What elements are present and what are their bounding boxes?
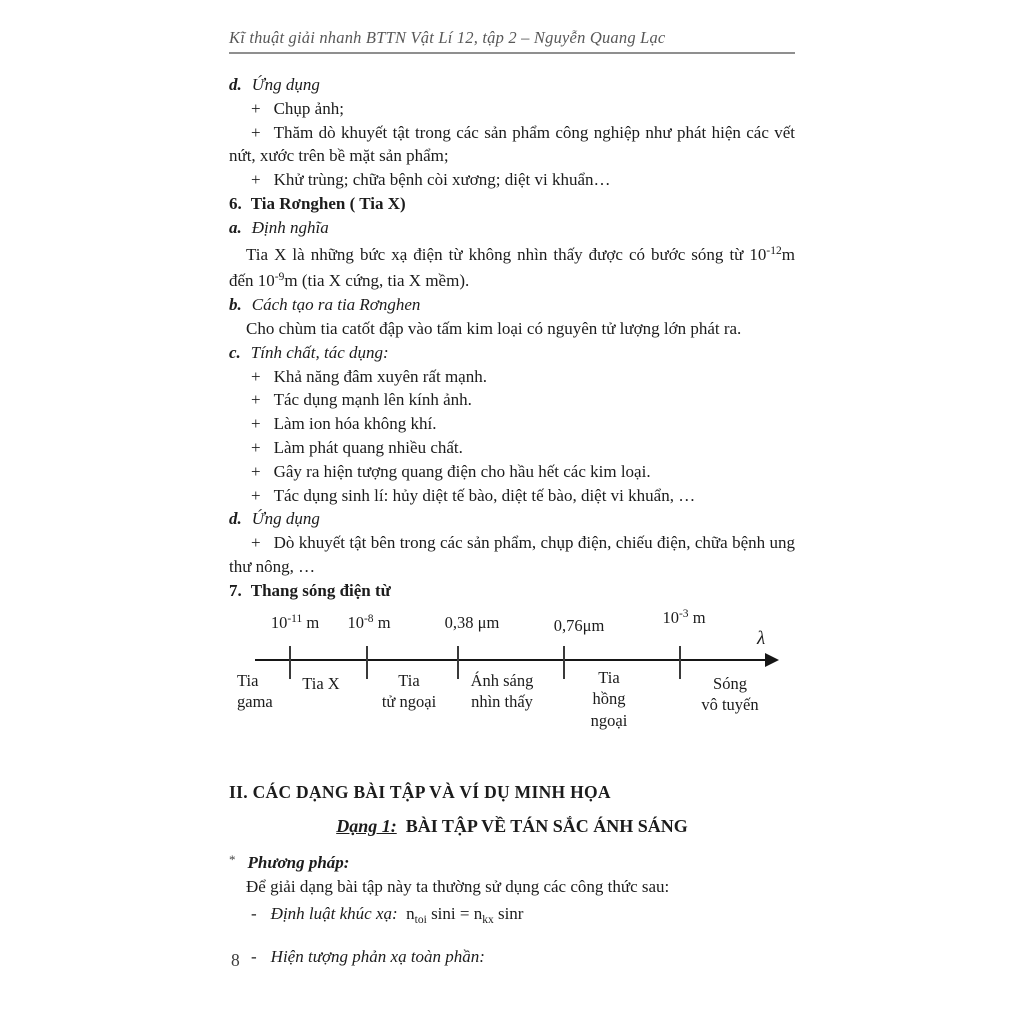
refraction-law-line	[229, 902, 795, 933]
law-label: Định luật khúc xạ:	[270, 903, 398, 923]
definition-text: m (tia X cứng, tia X mềm).	[284, 271, 470, 291]
dang1-heading	[229, 815, 795, 839]
heading-title: Tia Rơnghen ( Tia X)	[250, 193, 406, 213]
exponent: -12	[766, 244, 782, 257]
exponent: -8	[363, 612, 374, 625]
tick-label	[424, 613, 520, 633]
section-d-applications-2	[229, 507, 795, 531]
list-item-text: Tác dụng mạnh lên kính ảnh.	[273, 390, 472, 410]
region-line: ngoại	[590, 710, 628, 730]
list-item-text: Làm phát quang nhiều chất.	[273, 437, 463, 457]
plus-bullet: +	[251, 98, 261, 118]
definition-text: Tia X là những bức xạ điện từ không nhìn thấy được có bước sóng từ 10	[246, 244, 767, 264]
list-item	[229, 388, 795, 412]
heading-number: 6.	[229, 193, 242, 213]
formula	[398, 903, 524, 926]
list-item	[229, 436, 795, 460]
heading-title: Thang sóng điện từ	[250, 580, 391, 600]
list-item-text: Khử trùng; chữa bệnh còi xương; diệt vi khuẩn…	[273, 170, 611, 190]
definition-paragraph	[229, 240, 795, 294]
region-label-radio	[675, 673, 785, 716]
list-item	[229, 168, 795, 192]
formula-end: sinr	[493, 903, 524, 923]
heading-number: 7.	[229, 580, 242, 600]
creation-paragraph: Cho chùm tia catốt đập vào tấm kim loại có nguyên tử lượng lớn phát ra.	[246, 318, 742, 338]
region-label-ultraviolet	[359, 670, 459, 713]
section-a-definition	[229, 216, 795, 240]
plus-bullet: +	[251, 437, 261, 457]
region-line: Tia	[237, 670, 259, 690]
tick-label	[531, 616, 627, 636]
list-item	[229, 412, 795, 436]
dash-bullet: -	[251, 946, 257, 966]
list-item	[229, 365, 795, 389]
tick-unit: m	[302, 612, 320, 632]
section-title: Tính chất, tác dụng:	[250, 342, 389, 362]
list-item	[229, 97, 795, 121]
section-title: Ứng dụng	[251, 75, 320, 94]
list-item	[229, 531, 795, 579]
region-line: Tia	[598, 667, 620, 687]
section-letter: d.	[229, 75, 242, 94]
plus-bullet: +	[251, 122, 261, 142]
region-line: Tia	[398, 670, 420, 690]
section-letter: a.	[229, 217, 242, 237]
definition-text: m đến 10	[229, 244, 795, 291]
region-line: tử ngoại	[381, 692, 437, 712]
subscript-toi: toi	[414, 913, 427, 926]
list-item-text: Khả năng đâm xuyên rất mạnh.	[273, 366, 487, 386]
tick-value: 10	[270, 612, 288, 632]
list-item-text: Làm ion hóa không khí.	[273, 414, 437, 434]
tick-value: 10	[347, 612, 364, 632]
total-reflection-label: Hiện tượng phản xạ toàn phần:	[270, 946, 485, 966]
plus-bullet: +	[251, 485, 261, 505]
section-b-creation	[229, 293, 795, 317]
region-line: gama	[237, 692, 273, 712]
region-line: Sóng	[713, 673, 747, 693]
tick-value: 0,38 μm	[444, 612, 500, 632]
page-content	[229, 28, 795, 968]
plus-bullet: +	[251, 366, 261, 386]
exponent: -3	[678, 607, 689, 620]
section-c-properties	[229, 341, 795, 365]
method-title: Phương pháp:	[247, 853, 350, 873]
tick-unit: m	[373, 612, 391, 632]
formula-mid: sini = n	[426, 903, 483, 923]
plus-bullet: +	[251, 170, 261, 190]
region-label-visible-light	[447, 670, 557, 713]
plus-bullet: +	[251, 414, 261, 434]
method-heading	[229, 848, 795, 875]
lambda-axis-symbol: λ	[757, 627, 766, 649]
section-letter: b.	[229, 295, 242, 315]
region-label-infrared	[559, 667, 659, 732]
tick-value: 10	[662, 607, 679, 627]
dash-bullet: -	[251, 903, 257, 923]
section-title: Ứng dụng	[251, 509, 320, 529]
section-letter: d.	[229, 509, 242, 529]
region-line: Tia X	[302, 673, 340, 693]
list-item-text: Dò khuyết tật bên trong các sản phẩm, chụp điện, chiếu điện, chữa bệnh ung thư nông, …	[229, 533, 795, 576]
list-item-text: Tác dụng sinh lí: hủy diệt tế bào, diệt tế bào, diệt vi khuẩn, …	[273, 485, 696, 505]
formula-n1: n	[406, 903, 415, 923]
page-number: 8	[231, 950, 240, 970]
section-title: Định nghĩa	[251, 217, 329, 237]
part2-heading: II. CÁC DẠNG BÀI TẬP VÀ VÍ DỤ MINH HỌA	[229, 781, 611, 802]
section-letter: c.	[229, 342, 241, 362]
list-item	[229, 484, 795, 508]
list-item-text: Chụp ảnh;	[273, 98, 344, 118]
list-item-text: Thăm dò khuyết tật trong các sản phẩm công nghiệp như phát hiện các vết nứt, xước trên bề mặt sản phẩm;	[229, 122, 795, 166]
list-item-text: Gây ra hiện tượng quang điện cho hầu hết các kim loại.	[273, 461, 651, 481]
region-line: hồng	[592, 689, 626, 709]
asterisk-marker: *	[229, 852, 236, 868]
em-spectrum-diagram	[229, 608, 795, 754]
list-item	[229, 121, 795, 169]
plus-bullet: +	[251, 533, 261, 553]
total-reflection-line	[229, 945, 795, 969]
tick-label	[321, 613, 417, 633]
subscript-kx: kx	[482, 913, 494, 926]
tick-unit: m	[688, 607, 706, 627]
wavelength-axis	[255, 659, 766, 661]
region-line: Ánh sáng	[470, 670, 534, 690]
dang1-label: Dạng 1:	[336, 816, 397, 837]
dang1-title: BÀI TẬP VỀ TÁN SẮC ÁNH SÁNG	[405, 816, 688, 837]
section-title: Cách tạo ra tia Rơnghen	[251, 295, 421, 315]
method-intro: Để giải dạng bài tập này ta thường sử dụng các công thức sau:	[246, 876, 670, 896]
plus-bullet: +	[251, 461, 261, 481]
tick-value: 0,76μm	[553, 615, 605, 635]
tick-label	[636, 608, 732, 628]
heading-6-xray	[229, 192, 795, 216]
list-item	[229, 460, 795, 484]
region-line: vô tuyến	[701, 695, 759, 715]
plus-bullet: +	[251, 390, 261, 410]
region-line: nhìn thấy	[471, 692, 533, 712]
axis-arrowhead-icon	[765, 653, 779, 667]
region-label-xray	[286, 673, 356, 695]
exponent: -11	[287, 612, 303, 625]
heading-7-spectrum	[229, 579, 795, 603]
section-d-applications	[229, 73, 795, 97]
exponent: -9	[274, 271, 285, 284]
running-header: Kĩ thuật giải nhanh BTTN Vật Lí 12, tập 2 – Nguyễn Quang Lạc	[229, 28, 795, 54]
